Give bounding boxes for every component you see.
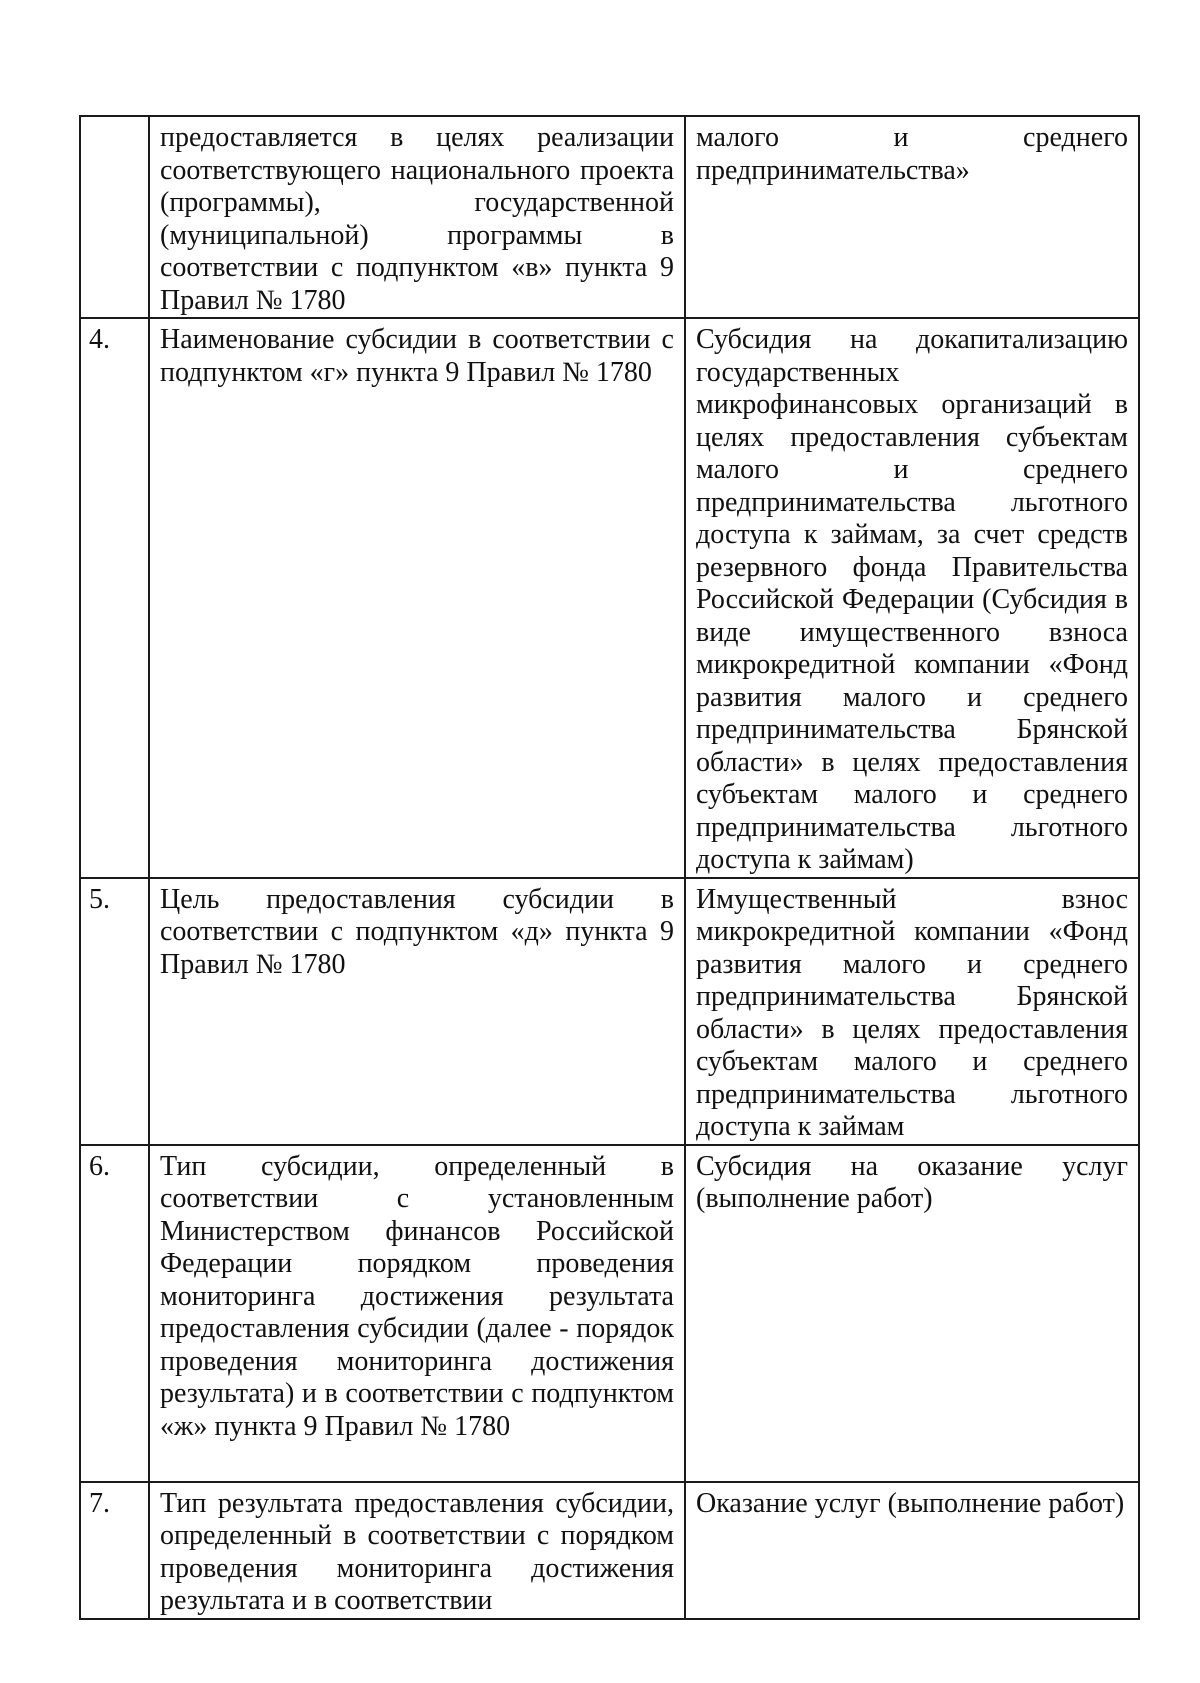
table-row [80,878,1139,1145]
row-name: Тип результата предоставления субсидии, определенный в соответствии с порядком проведения мониторинга достижения результата и в соответствии [149,1482,685,1619]
table-row [80,116,1139,318]
row-number [80,116,149,318]
row-value: Субсидия на оказание услуг (выполнение работ) [685,1145,1139,1482]
row-value: Оказание услуг (выполнение работ) [685,1482,1139,1619]
row-number: 6. [80,1145,149,1482]
table-row [80,1482,1139,1619]
row-value: Имущественный взнос микрокредитной компании «Фонд развития малого и среднего предпринимательства Брянской области» в целях предоставления субъектам малого и среднего предпринимательства льготного доступа к займам [685,878,1139,1145]
row-name: Тип субсидии, определенный в соответствии с установленным Министерством финансов Российской Федерации порядком проведения мониторинга достижения результата предоставления субсидии (далее - порядок проведения мониторинга достижения результата) и в соответствии с подпунктом «ж» пункта 9 Правил № 1780 [149,1145,685,1482]
table-row [80,1145,1139,1482]
row-number: 5. [80,878,149,1145]
row-name: Цель предоставления субсидии в соответствии с подпунктом «д» пункта 9 Правил № 1780 [149,878,685,1145]
row-value: Субсидия на докапитализацию государственных микрофинансовых организаций в целях предоставления субъектам малого и среднего предпринимательства льготного доступа к займам, за счет средств резервного фонда Правительства Российской Федерации (Субсидия в виде имущественного взноса микрокредитной компании «Фонд развития малого и среднего предпринимательства Брянской области» в целях предоставления субъектам малого и среднего предпринимательства льготного доступа к займам) [685,318,1139,878]
row-number: 7. [80,1482,149,1619]
subsidy-info-table [79,115,1140,1620]
row-value: малого и среднего предпринимательства» [685,116,1139,318]
row-name: Наименование субсидии в соответствии с подпунктом «г» пункта 9 Правил № 1780 [149,318,685,878]
row-name: предоставляется в целях реализации соответствующего национального проекта (программы), государственной (муниципальной) программы в соответствии с подпунктом «в» пункта 9 Правил № 1780 [149,116,685,318]
table-row [80,318,1139,878]
row-number: 4. [80,318,149,878]
